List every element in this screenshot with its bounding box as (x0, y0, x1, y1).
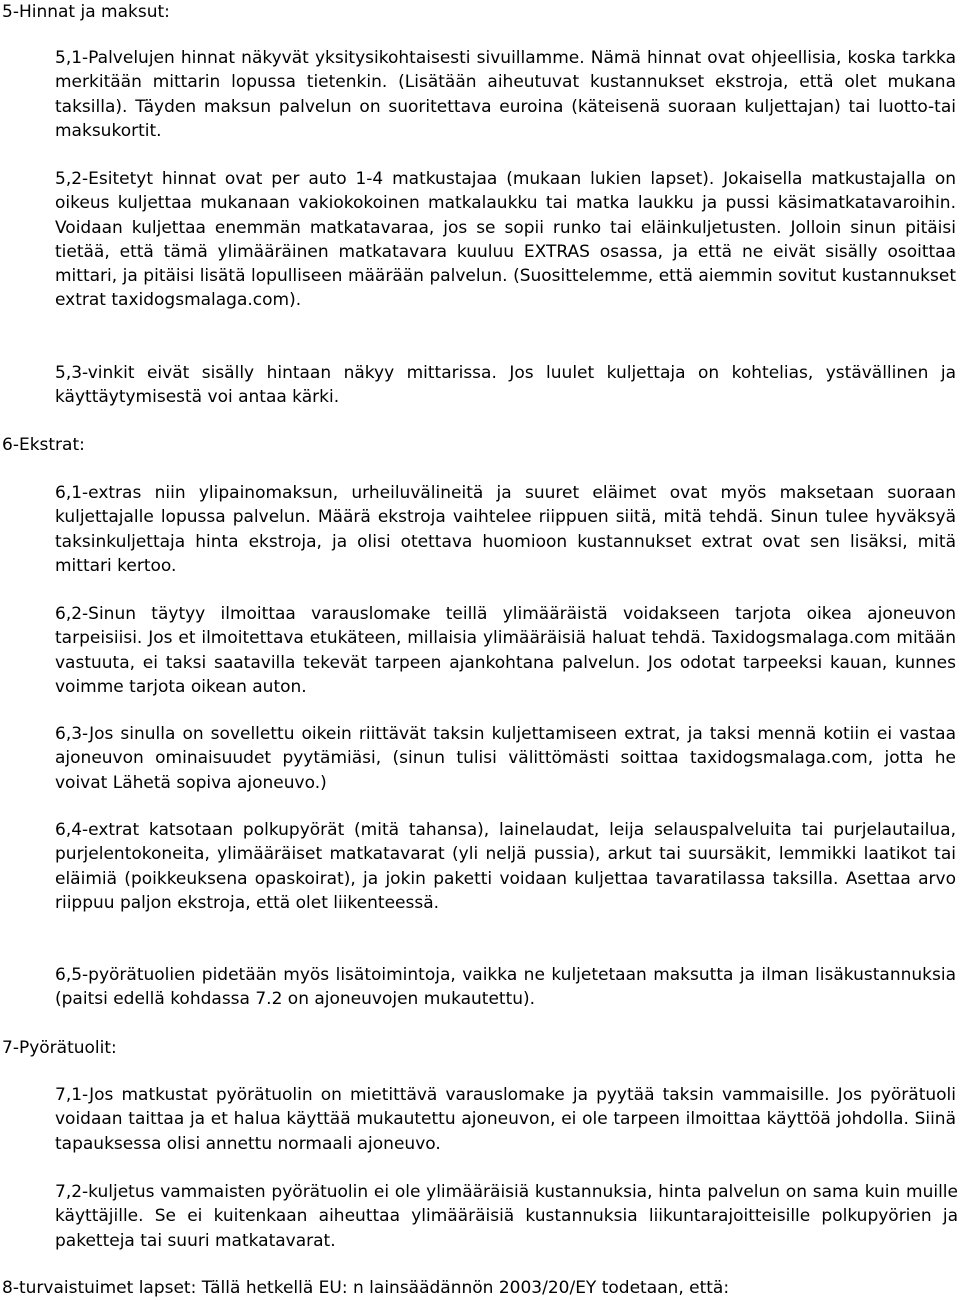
paragraph-6-2: 6,2-Sinun täytyy ilmoittaa varauslomake teillä ylimääräistä voidakseen tarjota oikea ajoneuvon tarpeisiisi. Jos et ilmoitettava etukäteen, millaisia ylimääräisiä haluat tehdä. Taxidogsmalaga.com mitään vastuuta, ei taksi saatavilla tekevät tarpeen ajankohtana palvelun. Jos odotat tarpeeksi kauan, kunnes voimme tarjota oikean auton. (55, 604, 956, 697)
section-heading-5: 5-Hinnat ja maksut: (2, 2, 170, 22)
paragraph-5-3: 5,3-vinkit eivät sisälly hintaan näkyy mittarissa. Jos luulet kuljettaja on kohtelias, ystävällinen ja käyttäytymisestä voi antaa kärki. (55, 363, 956, 408)
paragraph-7-2: 7,2-kuljetus vammaisten pyörätuolin ei ole ylimääräisiä kustannuksia, hinta palvelun on sama kuin muille käyttäjille. Se ei kuitenkaan aiheuttaa ylimääräisiä kustannuksia liikuntarajoitteisille polkupyörien ja paketteja tai suuri matkatavarat. (55, 1182, 958, 1251)
paragraph-5-2: 5,2-Esitetyt hinnat ovat per auto 1-4 matkustajaa (mukaan lukien lapset). Jokaisella matkustajalla on oikeus kuljettaa mukanaan vakiokokoinen matkalaukku tai matka laukku ja pussi käsimatkatavaroihin. Voidaan kuljettaa enemmän matkatavaraa, jos se sopii runko tai eläinkuljetusten. Jolloin sinun pitäisi tietää, että tämä ylimääräinen matkatavara kuuluu EXTRAS osassa, ja että ne eivät sisälly osoittaa mittari, ja pitäisi lisätä lopulliseen määrään palvelun. (Suosittelemme, että aiemmin sovitut kustannukset extrat taxidogsmalaga.com). (55, 169, 956, 311)
paragraph-7-1: 7,1-Jos matkustat pyörätuolin on mietittävä varauslomake ja pyytää taksin vammaisille. Jos pyörätuoli voidaan taittaa ja et halua käyttää mukautettu ajoneuvon, ei ole tarpeen ilmoittaa käyttöä johdolla. Siinä tapauksessa olisi annettu normaali ajoneuvo. (55, 1085, 956, 1154)
paragraph-6-1: 6,1-extras niin ylipainomaksun, urheiluvälineitä ja suuret eläimet ovat myös maksetaan suoraan kuljettajalle lopussa palvelun. Määrä ekstroja vaihtelee riippuen siitä, mitä tehdä. Sinun tulee hyväksyä taksinkuljettaja hinta ekstroja, ja olisi otettava huomioon kustannukset extrat ovat sen lisäksi, mitä mittari kertoo. (55, 483, 956, 576)
paragraph-6-5: 6,5-pyörätuolien pidetään myös lisätoimintoja, vaikka ne kuljetetaan maksutta ja ilman lisäkustannuksia (paitsi edellä kohdassa 7.2 on ajoneuvojen mukautettu). (55, 965, 956, 1010)
paragraph-6-3: 6,3-Jos sinulla on sovellettu oikein riittävät taksin kuljettamiseen extrat, ja taksi mennä kotiin ei vastaa ajoneuvon ominaisuudet pyytämiäsi, (sinun tulisi välittömästi soittaa taxidogsmalaga.com, jotta he voivat Lähetä sopiva ajoneuvo.) (55, 724, 956, 793)
paragraph-5-1: 5,1-Palvelujen hinnat näkyvät yksitysikohtaisesti sivuillamme. Nämä hinnat ovat ohjeellisia, koska tarkka merkitään mittarin lopussa tietenkin. (Lisätään aiheutuvat kustannukset ekstroja, että olet mukana taksilla). Täyden maksun palvelun on suoritettava euroina (käteisenä suoraan kuljettajan) tai luotto-tai maksukortit. (55, 48, 956, 141)
section-heading-6: 6-Ekstrat: (2, 435, 85, 455)
section-heading-8: 8-turvaistuimet lapset: Tällä hetkellä EU: n lainsäädännön 2003/20/EY todetaan, että: (2, 1278, 730, 1298)
section-heading-7: 7-Pyörätuolit: (2, 1038, 117, 1058)
paragraph-6-4: 6,4-extrat katsotaan polkupyörät (mitä tahansa), lainelaudat, leija selauspalveluita tai purjelautailua, purjelentokoneita, ylimääräiset matkatavarat (yli neljä pussia), arkut tai suursäkit, lemmikki laatikot tai eläimiä (poikkeuksena opaskoirat), ja jokin paketti voidaan kuljettaa tavaratilassa taksilla. Asettaa arvo riippuu paljon ekstroja, että olet liikenteessä. (55, 820, 956, 913)
